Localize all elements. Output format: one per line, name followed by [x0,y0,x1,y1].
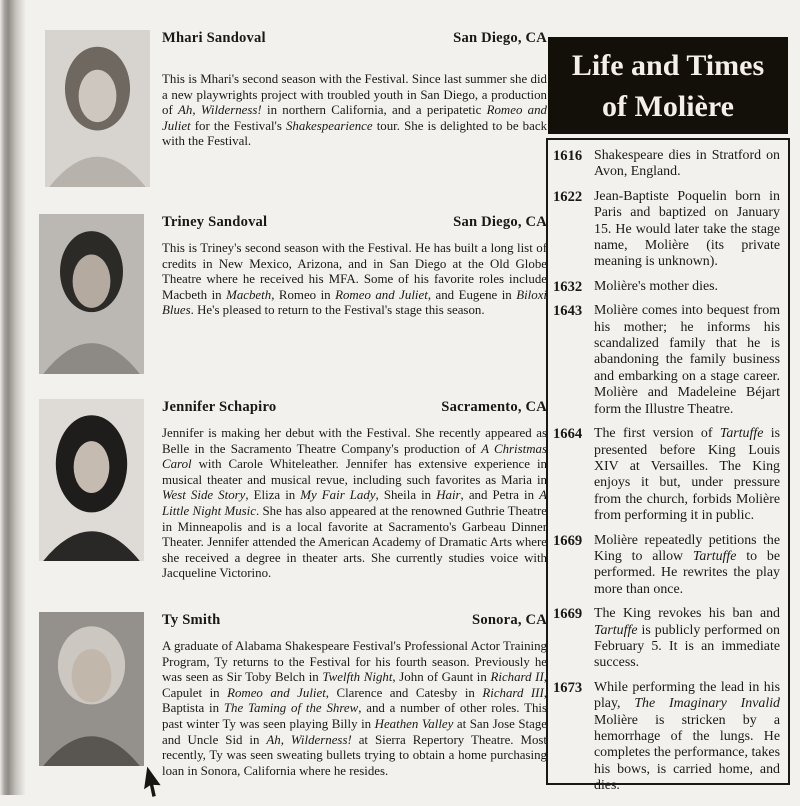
timeline-entry [553,533,780,599]
timeline-year: 1669 [553,532,583,549]
actor-location: Sonora, CA [472,612,547,628]
timeline-text: Molière repeatedly petitions the King to allow Tartuffe to be performed. He rewrites the play more than once. [594,532,780,597]
timeline-year: 1616 [553,148,583,164]
timeline-text: Jean-Baptiste Poquelin born in Paris and baptized on January 15. He would later take the stage name, Molière (its private meaning is unknown). [594,188,780,270]
timeline-entry [553,680,780,795]
actor-name: Ty Smith [162,612,221,628]
timeline-year: 1673 [553,679,583,696]
actor-location: San Diego, CA [453,30,547,46]
actor-name: Mhari Sandoval [162,30,266,46]
actor-bio-paragraph: This is Triney's second season with the Festival. He has built a long list of credits in New Mexico, Arizona, and in San Diego at the Old Globe Theatre where he received his MFA. Some of his favorite roles include Macbeth in Macbeth, Romeo in Romeo and Juliet, and Eugene in Biloxi Blues. He's pleased to return to the Festival's stage this season. [162,241,548,318]
timeline-text: The first version of Tartuffe is presented before King Louis XIV at Versailles. The King enjoys it but, under pressure from the church, forbids Molière from performing it in public. [594,426,780,524]
person-portrait-icon [39,612,144,766]
timeline-entry [553,606,780,672]
timeline-year: 1669 [553,606,583,623]
timeline-text: Molière's mother dies. [594,278,719,294]
timeline-text: The King revokes his ban and Tartuffe is publicly performed on February 5. It is an immediate success. [594,606,780,671]
timeline-text: While performing the lead in his play, The Imaginary Invalid Molière is stricken by a hemorrhage of the lungs. He completes the performance, takes his bows, is carried home, and dies. [594,679,780,794]
person-portrait-icon [39,399,144,561]
timeline-text: Shakespeare dies in Stratford on Avon, England. [594,148,780,180]
actor-name: Jennifer Schapiro [162,399,277,415]
timeline-entry [553,189,780,271]
sidebar-header [548,37,788,134]
actor-bio-paragraph: A graduate of Alabama Shakespeare Festival's Professional Actor Training Program, Ty returns to the Festival for his fourth season. Previously he was seen as Sir Toby Belch in Twelfth Night, John of Gaunt in Richard II, Capulet in Romeo and Juliet, Clarence and Catesby in Richard III, Baptista in The Taming of the Shrew, and a number of other roles. This past winter Ty was seen playing Billy in Heathen Valley at San Jose Stage and Uncle Sid in Ah, Wilderness! at Sierra Repertory Theatre. Most recently, Ty was seen sweating bullets trying to obtain a home purchasing loan in Sonora, California where he resides. [162,639,547,778]
timeline-box [546,138,790,794]
cursor-pointer-icon [138,765,165,806]
actor-location: Sacramento, CA [441,399,547,415]
timeline-year: 1632 [553,278,583,295]
person-portrait-icon [39,214,144,374]
timeline-entry [553,148,780,181]
person-portrait-icon [45,30,150,187]
timeline-year: 1622 [553,188,583,205]
timeline-entry [553,279,780,295]
headshot-photo [39,612,144,766]
headshot-photo [45,30,150,187]
timeline-text: Molière comes into bequest from his mother; he informs his scandalized family that he is abandoning the family business and embarking on a stage career. Molière and Madeleine Béjart form the Illustre Theatre. [594,303,780,417]
timeline-entry [553,303,780,418]
sidebar-title-line1: Life and Times [571,49,765,82]
book-gutter-shadow [0,0,26,795]
headshot-photo [39,214,144,374]
headshot-photo [39,399,144,561]
timeline-year: 1643 [553,303,583,320]
actor-bio-paragraph: Jennifer is making her debut with the Festival. She recently appeared as Belle in the Sacramento Theatre Company's production of A Christmas Carol with Carole Whiteleather. Jennifer has extensive experience in musical theater and musical revue, including such favorites as Maria in West Side Story, Eliza in My Fair Lady, Sheila in Hair, and Petra in A Little Night Music. She has also appeared at the renowned Guthrie Theatre in Minneapolis and is a local favorite at Sacramento's Garbeau Dinner Theater. Jennifer attended the American Academy of Dramatic Arts where she received a degree in theater arts. She currently studies voice with Jacqueline Victorino. [162,426,547,581]
sidebar-title-line2: of Molière [602,90,734,123]
actor-bio-paragraph: This is Mhari's second season with the Festival. Since last summer she did a new playwrights project with troubled youth in San Diego, a production of Ah, Wilderness! in northern California, and a peripatetic Romeo and Juliet for the Festival's Shakespearience tour. She is delighted to be back with the Festival. [162,72,548,149]
actor-location: San Diego, CA [453,214,547,230]
timeline-year: 1664 [553,426,583,443]
actor-name: Triney Sandoval [162,214,268,230]
timeline-entry [553,426,780,524]
